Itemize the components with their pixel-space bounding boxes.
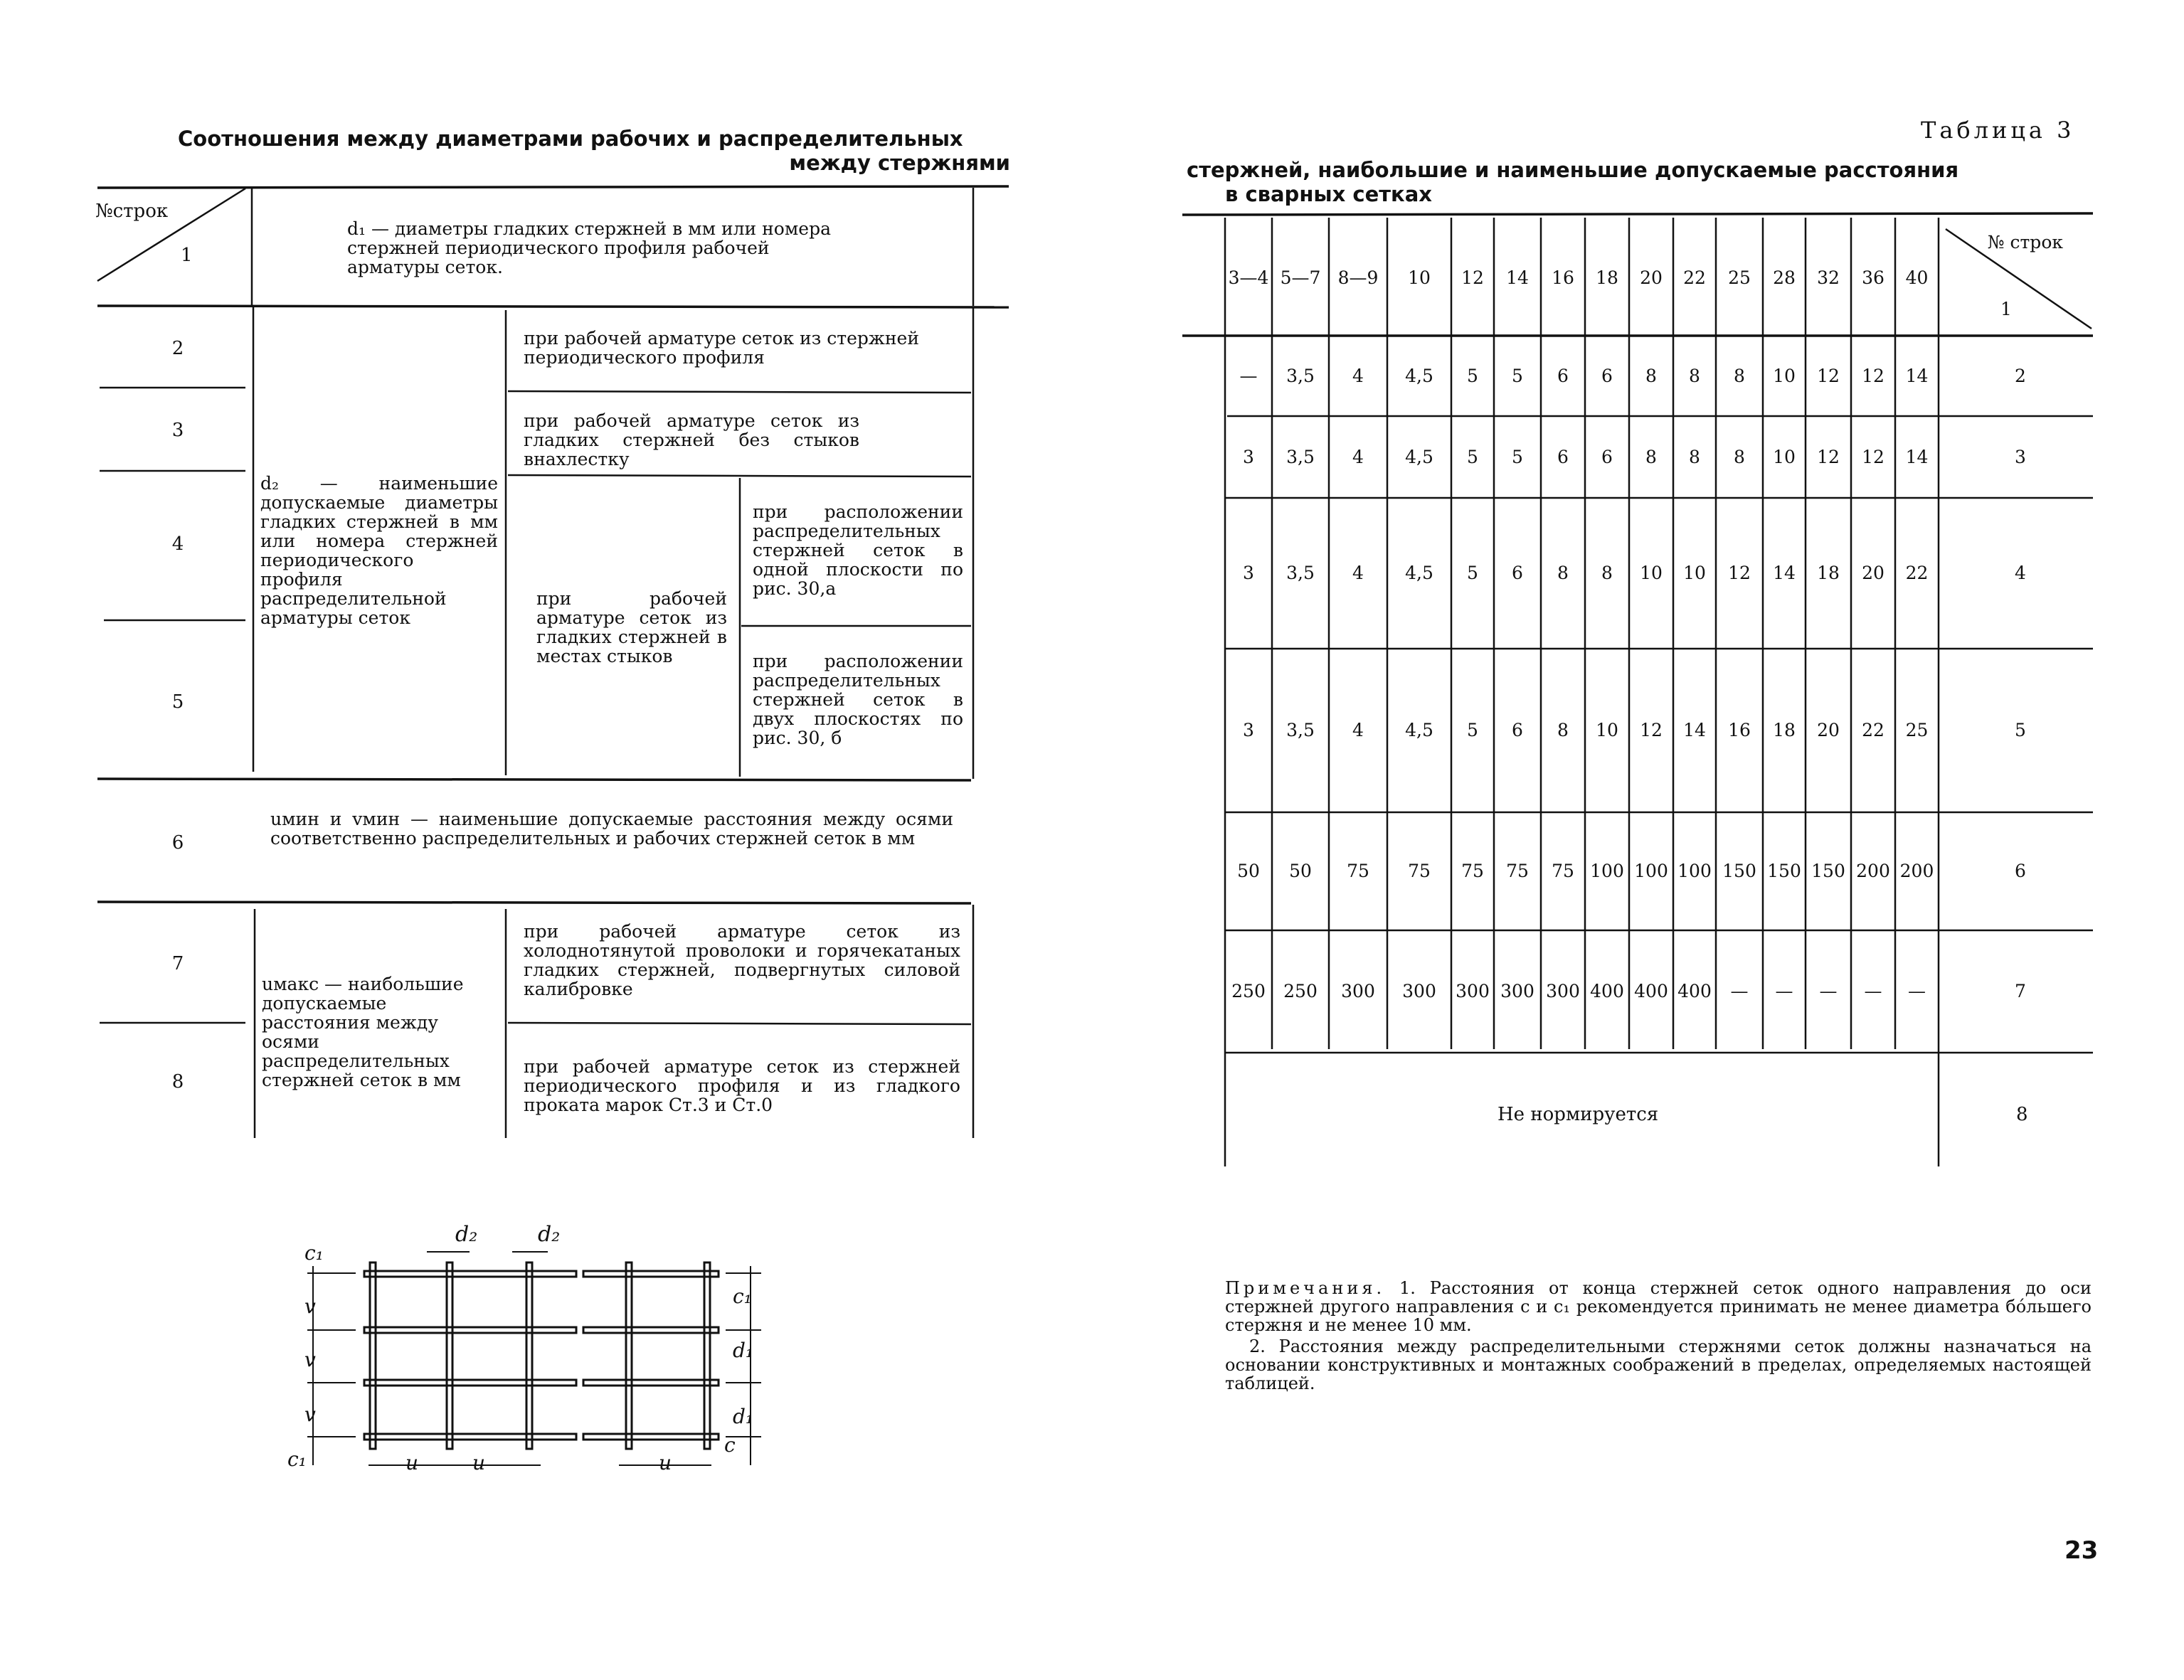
left-corner-num: 1 <box>181 245 193 266</box>
left-row-num: 6 <box>171 832 184 854</box>
table-cell: 10 <box>1596 720 1618 740</box>
table-cell: 300 <box>1341 981 1375 1001</box>
row8-text: Не нормируется <box>1497 1104 1659 1125</box>
column-header: 5—7 <box>1280 267 1321 288</box>
table-cell: 12 <box>1817 366 1840 386</box>
left-row-num: 8 <box>171 1071 184 1092</box>
table-cell: 10 <box>1683 563 1706 583</box>
table-cell: 200 <box>1899 861 1934 881</box>
left-row-num: 3 <box>171 420 184 441</box>
page-number: 23 <box>2064 1536 2099 1565</box>
right-title-line2: в сварных сетках <box>1225 182 1433 206</box>
table-cell: 12 <box>1640 720 1663 740</box>
column-header: 10 <box>1408 267 1431 288</box>
table-cell: 6 <box>1557 366 1569 386</box>
table-cell: 4,5 <box>1405 563 1433 583</box>
table-cell: 400 <box>1677 981 1712 1001</box>
column-header: 22 <box>1683 267 1706 288</box>
table-cell: 4 <box>1352 366 1364 386</box>
table-cell: 4 <box>1352 447 1364 467</box>
table-cell: 20 <box>1817 720 1840 740</box>
table-cell: 18 <box>1773 720 1796 740</box>
fig-label-v: v <box>304 1403 316 1426</box>
table-cell: 3,5 <box>1286 366 1315 386</box>
left-corner-header: №строк <box>95 201 169 222</box>
left-row-num: 2 <box>171 338 184 359</box>
fig-label-c: c <box>724 1433 736 1457</box>
left-d2-text: d₂ — наименьшие допускаемые диаметры гладких стержней в мм или номера стержней периодического профиля распределительной арматуры сеток <box>260 473 498 628</box>
left-row-num: 4 <box>171 533 184 555</box>
fig-label-d1: d₁ <box>733 1405 754 1428</box>
table-cell: 12 <box>1862 366 1885 386</box>
table-cell: 150 <box>1767 861 1801 881</box>
column-header: 36 <box>1862 267 1885 288</box>
table-cell: 300 <box>1456 981 1490 1001</box>
table-cell: 12 <box>1817 447 1840 467</box>
table-cell: 4 <box>1352 720 1364 740</box>
right-corner-num: 1 <box>2000 299 2012 319</box>
fig-label-v: v <box>304 1348 316 1371</box>
table-cell: 22 <box>1905 563 1929 583</box>
table-cell: 6 <box>1601 447 1613 467</box>
table-cell: 150 <box>1811 861 1845 881</box>
table-cell: 4 <box>1352 563 1364 583</box>
table-cell: 6 <box>1512 563 1523 583</box>
table-cell: 3,5 <box>1286 447 1315 467</box>
table-cell: 10 <box>1773 447 1796 467</box>
note-1: 1. Расстояния от конца стержней сеток одного направления до оси стержней другого направления c и c₁ рекомендуется принимать не менее диаметра бо́льшего стержня и не менее 10 мм. <box>1225 1278 2092 1335</box>
left-row7-text: при рабочей арматуре сеток из холоднотянутой проволоки и горячекатаных гладких стержней, подвергнутых силовой калибровке <box>524 921 960 999</box>
row-number: 3 <box>2015 447 2026 467</box>
left-title-line2: между стержнями <box>789 151 1010 175</box>
table-cell: 20 <box>1862 563 1885 583</box>
table-cell: 3 <box>1243 563 1254 583</box>
table-cell: 25 <box>1905 720 1929 740</box>
table-cell: 3,5 <box>1286 720 1315 740</box>
table-cell: 8 <box>1689 366 1700 386</box>
left-row5-text: при расположении распределительных стержней сеток в двух плоскостях по рис. 30, б <box>753 651 963 748</box>
table-cell: 75 <box>1506 861 1529 881</box>
table-cell: 4,5 <box>1405 366 1433 386</box>
table-cell: — <box>1908 981 1926 1001</box>
table-cell: — <box>1730 981 1749 1001</box>
table-cell: 300 <box>1500 981 1534 1001</box>
table-cell: 22 <box>1862 720 1885 740</box>
table-cell: 16 <box>1728 720 1751 740</box>
table-label: Таблица 3 <box>1921 117 2075 144</box>
column-header: 3—4 <box>1228 267 1269 288</box>
left-row8-text: при рабочей арматуре сеток из стержней периодического профиля и из гладкого проката марок Ст.3 и Ст.0 <box>524 1056 960 1115</box>
left-title-line1: Соотношения между диаметрами рабочих и распределительных <box>178 127 963 151</box>
table-cell: 400 <box>1590 981 1624 1001</box>
table-cell: 400 <box>1634 981 1668 1001</box>
table-cell: 250 <box>1231 981 1266 1001</box>
table-cell: 3 <box>1243 447 1254 467</box>
fig-label-u: u <box>659 1451 672 1474</box>
table-cell: 8 <box>1601 563 1613 583</box>
table-cell: 10 <box>1640 563 1663 583</box>
fig-label-d2: d₂ <box>538 1222 561 1247</box>
table-cell: 8 <box>1734 366 1745 386</box>
fig-label-c1: c₁ <box>287 1447 307 1471</box>
column-header: 8—9 <box>1337 267 1379 288</box>
table-cell: 8 <box>1557 720 1569 740</box>
right-title-line1: стержней, наибольшие и наименьшие допускаемые расстояния <box>1187 158 1959 182</box>
table-cell: 4,5 <box>1405 447 1433 467</box>
table-cell: 150 <box>1722 861 1756 881</box>
fig-label-d1: d₁ <box>733 1339 754 1362</box>
table-cell: 75 <box>1347 861 1369 881</box>
table-cell: 250 <box>1283 981 1318 1001</box>
table-cell: 5 <box>1467 563 1478 583</box>
column-header: 12 <box>1461 267 1484 288</box>
row-number: 7 <box>2015 981 2026 1001</box>
left-umax-text: uмакс — наибольшие допускаемые расстояния между осями распределительных стержней сеток в мм <box>262 974 464 1090</box>
table-cell: — <box>1775 981 1793 1001</box>
table-cell: 8 <box>1689 447 1700 467</box>
table-cell: 100 <box>1590 861 1624 881</box>
table-cell: 18 <box>1817 563 1840 583</box>
fig-label-c1: c₁ <box>733 1285 752 1308</box>
table-cell: 6 <box>1601 366 1613 386</box>
column-header: 14 <box>1506 267 1529 288</box>
table-cell: 75 <box>1552 861 1574 881</box>
row-number: 5 <box>2015 720 2026 740</box>
table-cell: 75 <box>1408 861 1431 881</box>
table-cell: 8 <box>1645 447 1657 467</box>
table-cell: 50 <box>1289 861 1312 881</box>
left-row45-text: при рабочей арматуре сеток из гладких стержней в местах стыков <box>536 588 727 666</box>
notes-title: Примечания. <box>1225 1278 1386 1298</box>
table-cell: — <box>1864 981 1882 1001</box>
table-cell: 100 <box>1677 861 1712 881</box>
fig-label-u: u <box>405 1451 419 1474</box>
right-corner-header: № строк <box>1987 232 2063 252</box>
row-number: 4 <box>2015 563 2026 583</box>
table-cell: 4,5 <box>1405 720 1433 740</box>
table-cell: 200 <box>1856 861 1890 881</box>
left-d1-text: d₁ — диаметры гладких стержней в мм или номера стержней периодического профиля рабочей арматуры сеток. <box>347 218 831 277</box>
notes-block <box>1225 1279 2092 1334</box>
left-row-num: 7 <box>171 953 184 974</box>
column-header: 20 <box>1640 267 1663 288</box>
table-cell: 14 <box>1773 563 1796 583</box>
left-row-num: 5 <box>171 691 184 713</box>
table-cell: 5 <box>1467 447 1478 467</box>
table-cell: 75 <box>1461 861 1484 881</box>
table-cell: 5 <box>1512 366 1523 386</box>
table-cell: 8 <box>1734 447 1745 467</box>
table-cell: 14 <box>1905 366 1929 386</box>
table-cell: 50 <box>1237 861 1260 881</box>
table-cell: 14 <box>1683 720 1706 740</box>
table-cell: 3 <box>1243 720 1254 740</box>
table-cell: 300 <box>1546 981 1580 1001</box>
table-cell: 8 <box>1557 563 1569 583</box>
left-row6-text: uмин и vмин — наименьшие допускаемые расстояния между осями соответственно распределительных и рабочих стержней сеток в мм <box>270 809 953 849</box>
table-cell: 6 <box>1512 720 1523 740</box>
table-cell: 5 <box>1467 366 1478 386</box>
fig-label-v: v <box>304 1294 316 1318</box>
note-2: 2. Расстояния между распределительными стержнями сеток должны назначаться на основании конструктивных и монтажных соображений в пределах, определяемых настоящей таблицей. <box>1225 1336 2092 1393</box>
table-cell: 5 <box>1467 720 1478 740</box>
table-cell: 5 <box>1512 447 1523 467</box>
table-cell: 300 <box>1402 981 1436 1001</box>
table-cell: 14 <box>1905 447 1929 467</box>
row-number: 2 <box>2015 366 2026 386</box>
column-header: 28 <box>1773 267 1796 288</box>
left-row3-text: при рабочей арматуре сеток из гладких стержней без стыков внахлестку <box>524 410 859 469</box>
table-cell: 12 <box>1728 563 1751 583</box>
table-cell: 3,5 <box>1286 563 1315 583</box>
table-cell: 12 <box>1862 447 1885 467</box>
table-cell: — <box>1239 366 1258 386</box>
table-cell: 100 <box>1634 861 1668 881</box>
table-cell: — <box>1819 981 1838 1001</box>
row-number: 6 <box>2015 861 2026 881</box>
fig-label-d2: d₂ <box>455 1222 478 1247</box>
row8-num: 8 <box>2016 1104 2028 1125</box>
table-cell: 8 <box>1645 366 1657 386</box>
column-header: 40 <box>1905 267 1929 288</box>
column-header: 18 <box>1596 267 1618 288</box>
left-row2-text: при рабочей арматуре сеток из стержней периодического профиля <box>524 328 920 368</box>
left-row4-text: при расположении распределительных стержней сеток в одной плоскости по рис. 30,а <box>753 501 963 599</box>
column-header: 32 <box>1817 267 1840 288</box>
column-header: 16 <box>1552 267 1574 288</box>
column-header: 25 <box>1728 267 1751 288</box>
table-cell: 10 <box>1773 366 1796 386</box>
fig-label-c1: c₁ <box>304 1241 324 1265</box>
table-cell: 6 <box>1557 447 1569 467</box>
fig-label-u: u <box>472 1451 486 1474</box>
